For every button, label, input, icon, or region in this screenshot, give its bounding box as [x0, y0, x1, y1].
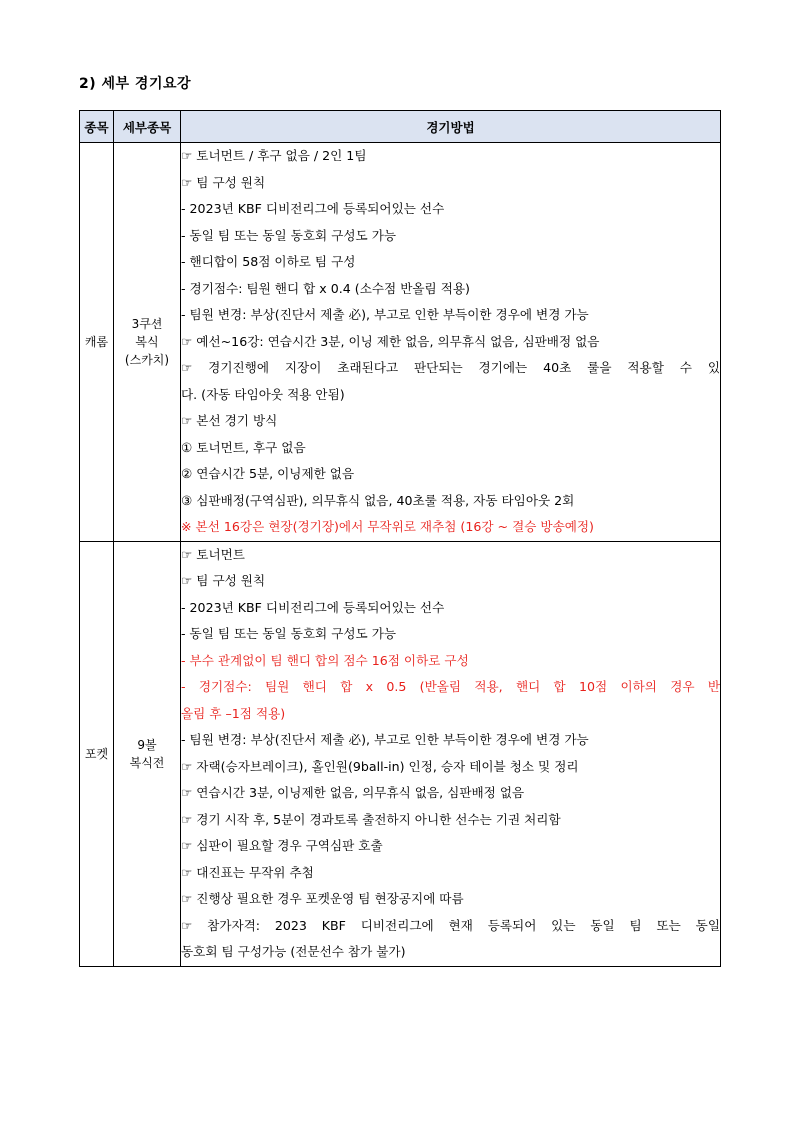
method-line: - 2023년 KBF 디비전리그에 등록되어있는 선수: [181, 201, 445, 216]
method-line: ☞ 팀 구성 원칙: [181, 573, 266, 588]
method-cell: [181, 541, 721, 966]
sub-event-line: 3쿠션: [131, 316, 163, 331]
header-method: 경기방법: [181, 111, 721, 143]
method-line: ① 토너먼트, 후구 없음: [181, 439, 306, 455]
method-line: ☞ 본선 경기 방식: [181, 413, 278, 428]
method-line: ③ 심판배정(구역심판), 의무휴식 없음, 40초룰 적용, 자동 타임아웃 2회: [181, 492, 575, 508]
method-line: 동호회 팀 구성가능 (전문선수 참가 불가): [181, 944, 406, 959]
sport-cell: 캐롬: [80, 143, 114, 542]
method-cell: [181, 143, 721, 542]
method-line: ☞ 참가자격: 2023 KBF 디비전리그에 현재 등록되어 있는 동일 팀 또는 동일: [181, 917, 720, 933]
method-line: - 2023년 KBF 디비전리그에 등록되어있는 선수: [181, 599, 445, 615]
method-line: - 동일 팀 또는 동일 동호회 구성도 가능: [181, 626, 397, 641]
method-line: ☞ 토너먼트 / 후구 없음 / 2인 1팀: [181, 148, 367, 163]
table-row-pocket: [80, 541, 721, 966]
method-line: ※ 본선 16강은 현장(경기장)에서 무작위로 재추첨 (16강 ~ 결승 방송예정): [181, 519, 594, 534]
sub-event-cell: [114, 143, 181, 542]
section-title: 2) 세부 경기요강: [79, 76, 192, 92]
method-line: ☞ 대진표는 무작위 추첨: [181, 864, 314, 880]
sub-event-line: 복식: [135, 334, 159, 349]
method-line: - 경기점수: 팀원 핸디 합 x 0.5 (반올림 적용, 핸디 합 10점 이하의 경우 반: [181, 679, 720, 694]
sub-event-line: (스카치): [124, 352, 170, 367]
method-line: ☞ 경기 시작 후, 5분이 경과토록 출전하지 아니한 선수는 기권 처리함: [181, 811, 561, 827]
method-line: - 경기점수: 팀원 핸디 합 x 0.4 (소수점 반올림 적용): [181, 280, 470, 296]
method-line: 올림 후 –1점 적용): [181, 705, 286, 721]
rules-table: [79, 110, 721, 967]
sub-event-line: 복식전: [129, 755, 165, 770]
table-header-row: [80, 111, 721, 143]
method-line: ☞ 예선~16강: 연습시간 3분, 이닝 제한 없음, 의무휴식 없음, 심판배정 없음: [181, 333, 600, 349]
method-line: - 팀원 변경: 부상(진단서 제출 必), 부고로 인한 부득이한 경우에 변경 가능: [181, 307, 589, 322]
sub-event-line: 9볼: [137, 737, 157, 752]
method-line: ☞ 팀 구성 원칙: [181, 174, 266, 190]
sub-event-cell: [114, 541, 181, 966]
method-line: ② 연습시간 5분, 이닝제한 없음: [181, 466, 355, 481]
header-sport: 종목: [80, 111, 114, 143]
method-line: ☞ 토너먼트: [181, 546, 245, 562]
method-line: - 핸디합이 58점 이하로 팀 구성: [181, 254, 356, 269]
header-sub-event: 세부종목: [114, 111, 181, 143]
method-line: ☞ 심판이 필요할 경우 구역심판 호출: [181, 838, 383, 853]
method-line: - 동일 팀 또는 동일 동호회 구성도 가능: [181, 227, 397, 243]
table-row-carom: [80, 143, 721, 542]
method-line: 다. (자동 타임아웃 적용 안됨): [181, 386, 345, 402]
method-line: - 팀원 변경: 부상(진단서 제출 必), 부고로 인한 부득이한 경우에 변경 가능: [181, 732, 589, 747]
method-line: ☞ 진행상 필요한 경우 포켓운영 팀 현장공지에 따름: [181, 891, 464, 906]
method-line: ☞ 경기진행에 지장이 초래된다고 판단되는 경기에는 40초 룰을 적용할 수 있: [181, 360, 720, 375]
method-line: - 부수 관계없이 팀 핸디 합의 점수 16점 이하로 구성: [181, 652, 469, 668]
method-line: ☞ 연습시간 3분, 이닝제한 없음, 의무휴식 없음, 심판배정 없음: [181, 785, 525, 800]
sport-cell: 포켓: [80, 541, 114, 966]
method-line: ☞ 자랙(승자브레이크), 홀인원(9ball-in) 인정, 승자 테이블 청소 및 정리: [181, 758, 579, 774]
